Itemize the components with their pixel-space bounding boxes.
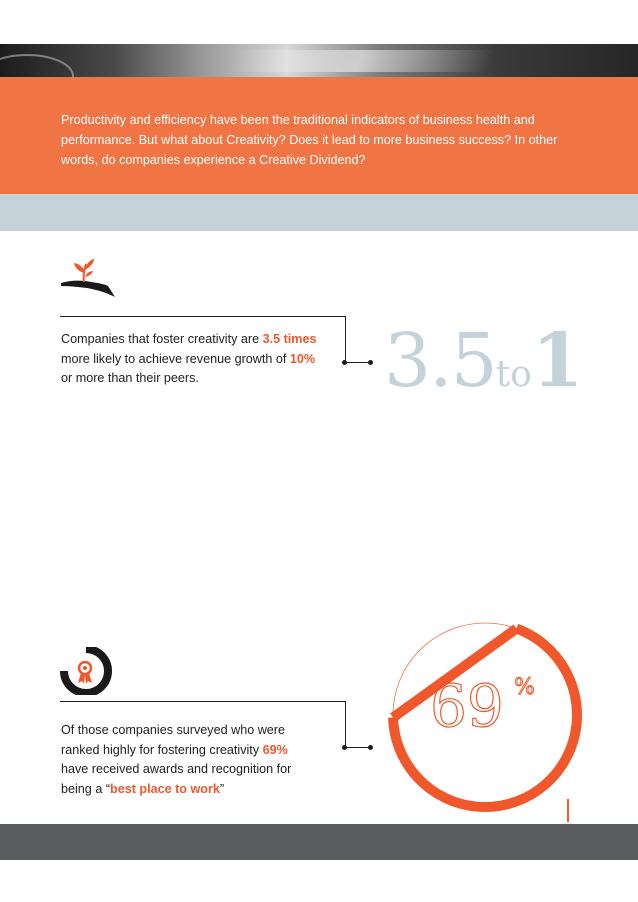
accent-tick (567, 799, 569, 822)
stat1-line2: more likely to achieve revenue growth of (61, 351, 290, 366)
stat1-connector (60, 316, 346, 363)
stat2-percent-ring (380, 610, 590, 820)
stat1-figure-number: 3.5 (384, 318, 496, 404)
hero-image-strip (0, 44, 638, 77)
divider-band (0, 194, 638, 231)
stat2-connector (60, 701, 346, 748)
footer-band (0, 824, 638, 860)
stat1-connector-foot (345, 362, 370, 363)
intro-band (0, 77, 638, 194)
stat2-line4-suffix: ” (219, 781, 225, 796)
stat1-line3: or more than their peers. (61, 371, 199, 385)
stat2-line1: Of those companies surveyed who were (61, 723, 286, 737)
stat1-figure-to: to (495, 354, 532, 395)
stat2-line2: ranked highly for fostering creativity (61, 742, 263, 757)
hand-plant-icon (60, 256, 120, 305)
stat1-highlight-growth: 10% (289, 351, 316, 366)
stat1-figure (384, 316, 583, 406)
stat1-figure-one: 1 (531, 318, 584, 404)
stat2-figure-unit: % (514, 675, 535, 700)
award-ribbon-icon (60, 647, 112, 700)
stat1-dot-left (342, 360, 347, 365)
stat1-highlight-multiplier: 3.5 times (262, 332, 317, 346)
stat2-line3: have received awards and recognition for (61, 762, 292, 776)
stat2-connector-foot (345, 747, 370, 748)
stat1-line1: Companies that foster creativity are (61, 332, 263, 346)
stat1-dot-right (368, 360, 373, 365)
stat2-dot-left (342, 745, 347, 750)
stat2-dot-right (368, 745, 373, 750)
stat2-highlight-best-place: best place to work (110, 781, 220, 796)
stat2-highlight-percent: 69% (262, 742, 288, 757)
stat2-line4-prefix: being a “ (61, 781, 111, 796)
stat2-figure-number: 69 (430, 672, 504, 740)
intro-text: Productivity and efficiency have been the traditional indicators of business health and performance. But what about Creativity? Does it lead to more business success? In other words, do companies experience a Creative Dividend? (61, 113, 558, 167)
